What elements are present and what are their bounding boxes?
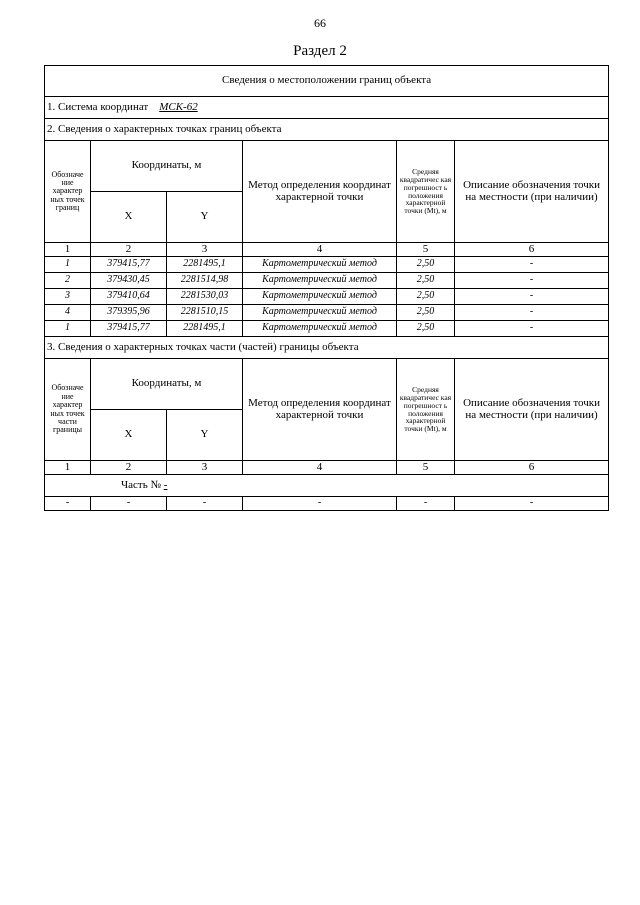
cell-y: 2281495,1	[167, 257, 243, 273]
boundary-table	[44, 65, 609, 511]
cell-method: Картометрический метод	[243, 273, 397, 289]
col-number: 6	[455, 461, 609, 475]
header-accuracy: Средняя квадратичес кая погрешност ь положения характерной точки (Mt), м	[397, 359, 455, 461]
cell-description: -	[455, 257, 609, 273]
part-number-row	[45, 475, 609, 497]
cell-method: Картометрический метод	[243, 289, 397, 305]
cell-y: 2281510,15	[167, 305, 243, 321]
coord-system-label: 1. Система координат	[47, 100, 149, 113]
cell-description: -	[455, 321, 609, 337]
part-number-label: Часть №	[121, 478, 161, 491]
cell-method: Картометрический метод	[243, 305, 397, 321]
col-number: 6	[455, 243, 609, 257]
cell-description: -	[455, 289, 609, 305]
cell-x: -	[91, 497, 167, 511]
header-description: Описание обозначения точки на местности (при наличии)	[455, 359, 609, 461]
header-y: Y	[167, 410, 243, 461]
cell-description: -	[455, 273, 609, 289]
part-number-value: -	[163, 478, 168, 491]
cell-y: 2281530,03	[167, 289, 243, 305]
cell-description: -	[455, 497, 609, 511]
col-number: 3	[167, 461, 243, 475]
cell-x: 379415,77	[91, 321, 167, 337]
boundary-points-heading: 2. Сведения о характерных точках границ объекта	[45, 119, 609, 141]
cell-accuracy: 2,50	[397, 289, 455, 305]
part-points-heading: 3. Сведения о характерных точках части (частей) границы объекта	[45, 337, 609, 359]
cell-point: -	[45, 497, 91, 511]
header-x: X	[91, 410, 167, 461]
page-number: 66	[314, 16, 326, 30]
header-method: Метод определения координат характерной точки	[243, 359, 397, 461]
cell-y: 2281514,98	[167, 273, 243, 289]
header-point-label: Обозначе ние характер ных точек части границы	[45, 359, 91, 461]
cell-method: -	[243, 497, 397, 511]
cell-method: Картометрический метод	[243, 321, 397, 337]
cell-y: 2281495,1	[167, 321, 243, 337]
col-number: 5	[397, 461, 455, 475]
cell-method: Картометрический метод	[243, 257, 397, 273]
col-number: 1	[45, 243, 91, 257]
col-number: 1	[45, 461, 91, 475]
cell-accuracy: 2,50	[397, 321, 455, 337]
coord-system-value: МСК-62	[159, 100, 198, 113]
cell-accuracy: 2,50	[397, 305, 455, 321]
header-accuracy: Средняя квадратичес кая погрешност ь положения характерной точки (Mt), м	[397, 141, 455, 243]
col-number: 3	[167, 243, 243, 257]
col-number: 2	[91, 243, 167, 257]
col-number: 5	[397, 243, 455, 257]
cell-accuracy: -	[397, 497, 455, 511]
header-description: Описание обозначения точки на местности (при наличии)	[455, 141, 609, 243]
table-row	[45, 321, 609, 337]
table-row	[45, 497, 609, 511]
cell-description: -	[455, 305, 609, 321]
cell-x: 379410,64	[91, 289, 167, 305]
cell-point: 4	[45, 305, 91, 321]
col-number: 4	[243, 461, 397, 475]
header-y: Y	[167, 192, 243, 243]
header-x: X	[91, 192, 167, 243]
cell-x: 379415,77	[91, 257, 167, 273]
cell-point: 3	[45, 289, 91, 305]
table-row	[45, 289, 609, 305]
col-number: 4	[243, 243, 397, 257]
header-method: Метод определения координат характерной точки	[243, 141, 397, 243]
cell-x: 379395,96	[91, 305, 167, 321]
col-number: 2	[91, 461, 167, 475]
table-title: Сведения о местоположении границ объекта	[45, 66, 609, 97]
cell-accuracy: 2,50	[397, 273, 455, 289]
cell-accuracy: 2,50	[397, 257, 455, 273]
coord-system-row	[45, 97, 609, 119]
table-row	[45, 257, 609, 273]
cell-y: -	[167, 497, 243, 511]
section-title: Раздел 2	[293, 43, 347, 59]
header-coords: Координаты, м	[91, 141, 243, 192]
header-point-label: Обозначе ние характер ных точек границ	[45, 141, 91, 243]
table-row	[45, 305, 609, 321]
table-row	[45, 273, 609, 289]
cell-point: 1	[45, 257, 91, 273]
cell-point: 2	[45, 273, 91, 289]
cell-x: 379430,45	[91, 273, 167, 289]
header-coords: Координаты, м	[91, 359, 243, 410]
cell-point: 1	[45, 321, 91, 337]
